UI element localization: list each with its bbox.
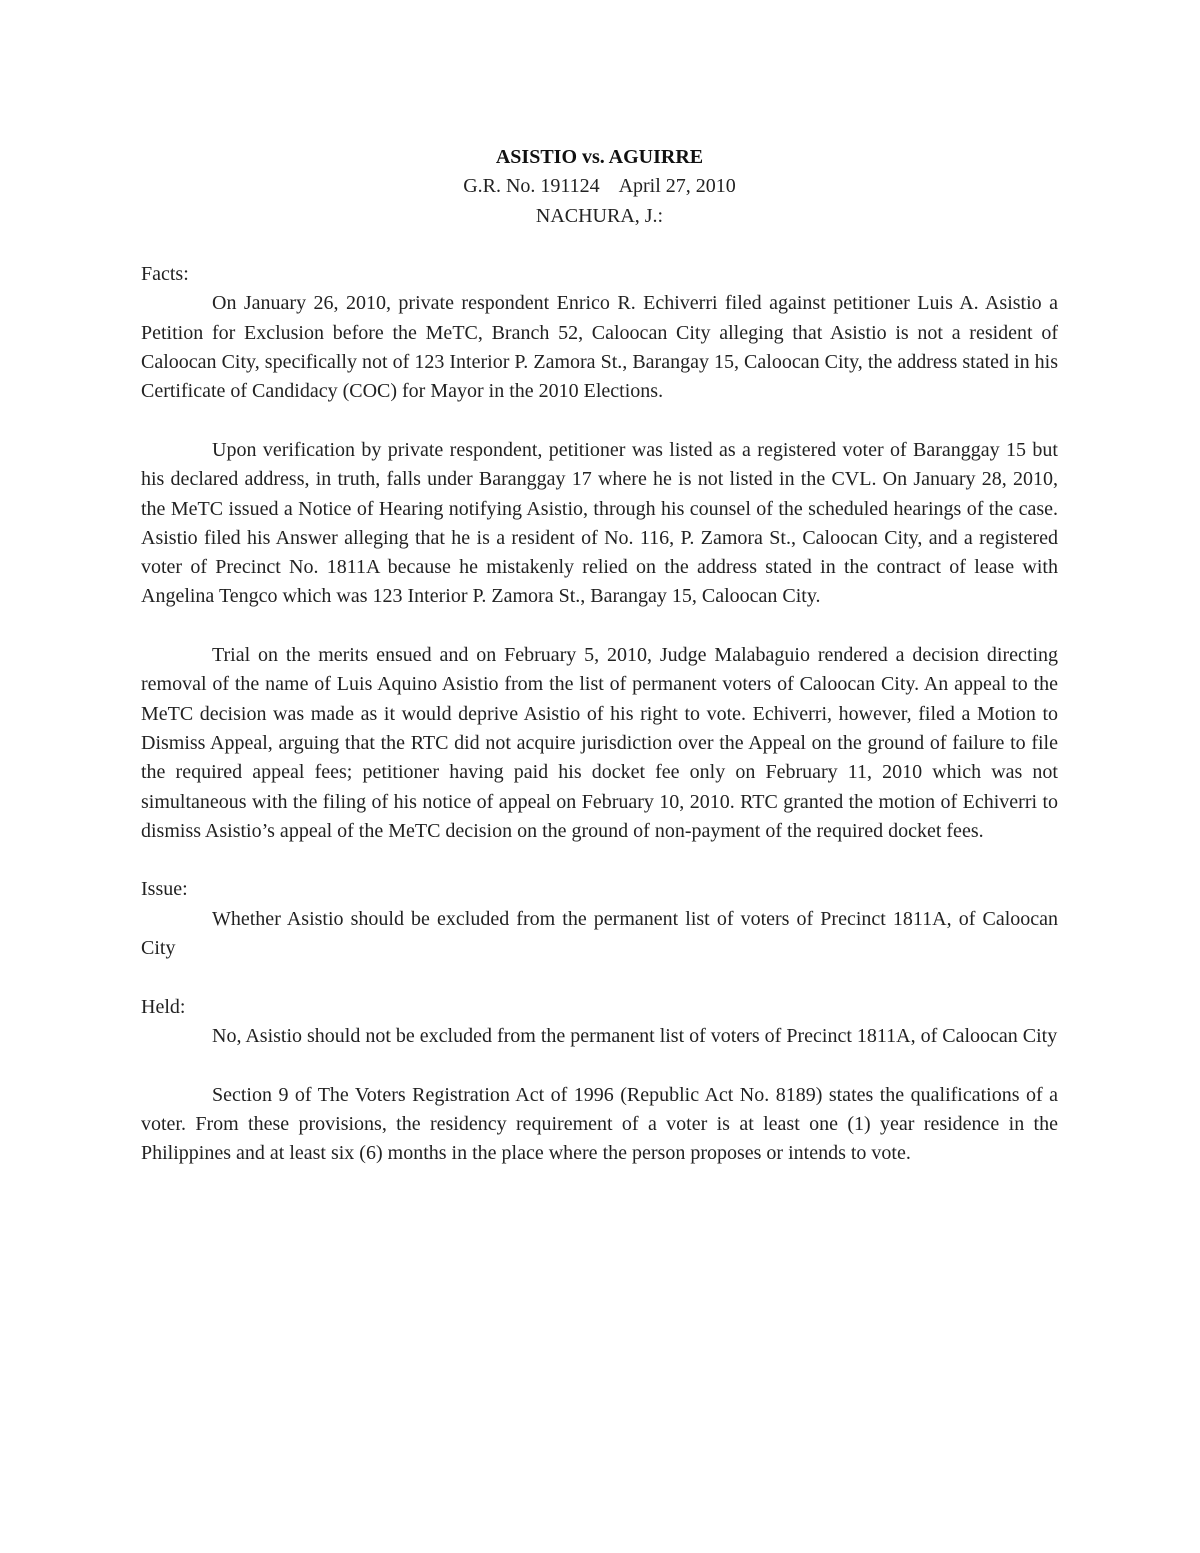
facts-section bbox=[141, 260, 1058, 846]
spacer bbox=[141, 231, 1058, 260]
facts-paragraph-3: Trial on the merits ensued and on February 5, 2010, Judge Malabaguio rendered a decision directing removal of the name of Luis Aquino Asistio from the list of permanent voters of Caloocan City. An appeal to the MeTC decision was made as it would deprive Asistio of his right to vote. Echiverri, however, filed a Motion to Dismiss Appeal, arguing that the RTC did not acquire jurisdiction over the Appeal on the ground of failure to file the required appeal fees; petitioner having paid his docket fee only on February 11, 2010 which was not simultaneous with the filing of his notice of appeal on February 10, 2010. RTC granted the motion of Echiverri to dismiss Asistio’s appeal of the MeTC decision on the ground of non-payment of the required docket fees. bbox=[141, 644, 1058, 842]
issue-label: Issue: bbox=[141, 878, 188, 901]
spacer bbox=[141, 612, 1058, 641]
document-body bbox=[141, 143, 1058, 1168]
case-ponente: NACHURA, J.: bbox=[535, 204, 664, 227]
spacer bbox=[141, 407, 1058, 436]
held-section bbox=[141, 993, 1058, 1169]
issue-section bbox=[141, 875, 1058, 963]
case-header bbox=[141, 143, 1058, 231]
facts-label: Facts: bbox=[141, 263, 189, 286]
spacer bbox=[141, 846, 1058, 875]
facts-paragraph-2: Upon verification by private respondent, petitioner was listed as a registered voter of Baranggay 15 but his declared address, in truth, falls under Baranggay 17 where he is not listed in the CVL. On January 28, 2010, the MeTC issued a Notice of Hearing notifying Asistio, through his counsel of the scheduled hearings of the case. Asistio filed his Answer alleging that he is a resident of No. 116, P. Zamora St., Caloocan City, and a registered voter of Precinct No. 1811A because he mistakenly relied on the address stated in the contract of lease with Angelina Tengco which was 123 Interior P. Zamora St., Barangay 15, Caloocan City. bbox=[141, 438, 1058, 608]
held-paragraph-2: Section 9 of The Voters Registration Act of 1996 (Republic Act No. 8189) states the qualifications of a voter. From these provisions, the residency requirement of a voter is at least one (1) year residence in the Philippines and at least six (6) months in the place where the person proposes or intends to vote. bbox=[141, 1083, 1058, 1165]
issue-text: Whether Asistio should be excluded from the permanent list of voters of Precinct 1811A, of Caloocan City bbox=[141, 907, 1058, 960]
spacer bbox=[141, 1051, 1058, 1080]
spacer bbox=[141, 963, 1058, 992]
case-citation: G.R. No. 191124 April 27, 2010 bbox=[463, 175, 736, 198]
facts-paragraph-1: On January 26, 2010, private respondent Enrico R. Echiverri filed against petitioner Luis A. Asistio a Petition for Exclusion before the MeTC, Branch 52, Caloocan City alleging that Asistio is not a resident of Caloocan City, specifically not of 123 Interior P. Zamora St., Barangay 15, Caloocan City, the address stated in his Certificate of Candidacy (COC) for Mayor in the 2010 Elections. bbox=[141, 292, 1058, 403]
held-label: Held: bbox=[141, 995, 186, 1018]
held-paragraph-1: No, Asistio should not be excluded from the permanent list of voters of Precinct 1811A, of Caloocan City bbox=[212, 1024, 1058, 1047]
case-title: ASISTIO vs. AGUIRRE bbox=[495, 146, 704, 168]
